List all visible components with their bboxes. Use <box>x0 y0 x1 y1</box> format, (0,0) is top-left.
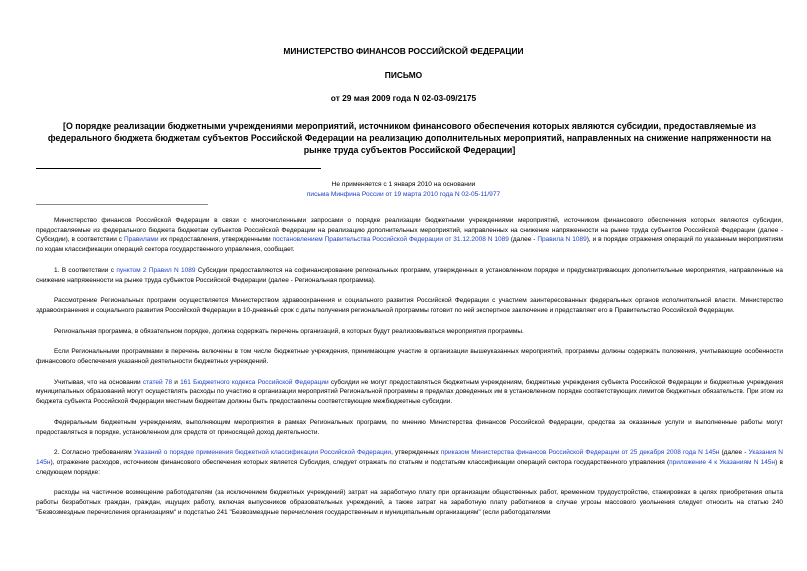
divider-note <box>36 204 208 205</box>
paragraph-7: Федеральным бюджетным учреждениям, выполняющим мероприятия в рамках Региональных программ, по мнению Министерства финансов Российской Федерации, средства за оказанные услуги и выполненные работы могут предоставляться в порядке, установленном для средств от приносящей доход деятельности. <box>36 418 783 436</box>
paragraph-4: Региональная программа, в обязательном порядке, должна содержать перечень организаций, в которых будут реализовываться мероприятия программы. <box>54 327 524 335</box>
paragraph-3: Рассмотрение Региональных программ осуществляется Министерством здравоохранения и социального развития Российской Федерации с участием заинтересованных федеральных органов исполнительной власти. Министерство здравоохранения и социального развития Российской Федерации в 10-дневный срок с даты получения региональной программы готовит по ней экспертное заключение и представляет его в Правительство Российской Федерации. <box>36 297 783 314</box>
status-note <box>0 180 807 200</box>
link-instructions-145n[interactable]: Указания N 145н <box>36 449 784 466</box>
link-government-decree[interactable]: постановлением Правительства Российской Федерации от 31.12.2008 N 1089 <box>272 236 509 244</box>
paragraph-1: Министерство финансов Российской Федерации в связи с многочисленными запросами о порядке реализации бюджетными учреждениями мероприятий, источником финансового обеспечения которых являются субсидии, предоставляемые из федерального бюджета бюджетам субъектов Российской Федерации на реализацию дополнительных мероприятий, направленных на снижение напряженности на рынке труда субъектов Российской Федерации (далее - Субсидии), в соответствии с Правилами их предоставления, утвержденными постановлением Правительства Российской Федерации от 31.12.2008 N 1089 (далее - Правила N 1089), и в порядке отражения операций по указанным мероприятиям по кодам классификации операций сектора государственного управления, сообщает. <box>36 217 783 254</box>
status-note-text: Не применяется с 1 января 2010 на основании <box>331 181 476 188</box>
link-classification-instructions[interactable]: Указаний о порядке применения бюджетной классификации Российской Федерации <box>133 449 392 457</box>
divider-top <box>36 168 321 169</box>
link-rules-item-2[interactable]: пунктом 2 Правил N 1089 <box>116 266 196 274</box>
status-note-link[interactable]: письма Минфина России от 19 марта 2010 года N 02-05-11/977 <box>306 191 501 198</box>
paragraph-9: расходы на частичное возмещение работодателям (за исключением бюджетных учреждений) затрат на заработную плату при организации общественных работ, временном трудоустройстве, стажировках в целях приобретения опыта работы безработных граждан, граждан, ищущих работу, включая выпускников образовательных учреждений, а также затрат на заработную плату работников в случае угрозы массового увольнения следует относить на статью 240 "Безвозмездные перечисления организациям" и подстатью 241 "Безвозмездные перечисления государственным и муниципальным организациям" (если работодателями <box>36 489 783 516</box>
doc-type-heading: ПИСЬМО <box>384 70 423 80</box>
document-topic: [О порядке реализации бюджетными учреждениями мероприятий, источником финансового обеспечения которых являются субсидии, предоставляемые из федерального бюджета бюджетам субъектов Российской Федерации на реализацию дополнительных мероприятий, направленных на снижение напряженности на рынке труда субъектов Российской Федерации] <box>47 121 772 155</box>
link-budget-code[interactable]: 161 Бюджетного кодекса Российской Федерации <box>180 378 329 386</box>
paragraph-8: 2. Согласно требованиям Указаний о порядке применения бюджетной классификации Российской Федерации, утвержденных приказом Министерства финансов Российской Федерации от 25 декабря 2008 года N 145н (далее - Указания N 145н), отражение расходов, источником финансового обеспечения которых является Субсидия, следует отражать по статьям и подстатьям классификации операций сектора государственного управления (приложение 4 к Указаниям N 145н) в следующем порядке: <box>36 449 784 476</box>
link-article-78[interactable]: статей 78 <box>142 378 173 386</box>
ministry-heading: МИНИСТЕРСТВО ФИНАНСОВ РОССИЙСКОЙ ФЕДЕРАЦИИ <box>283 46 524 56</box>
paragraph-5: Если Региональными программами в перечень включены в том числе бюджетные учреждения, принимающие участие в организации вышеуказанных мероприятий, программы должны содержать положения, учитывающие особенности финансового обеспечения указанной деятельности бюджетных учреждений. <box>36 348 783 366</box>
document-body <box>36 216 783 528</box>
link-rules-1089[interactable]: Правила N 1089 <box>537 236 587 244</box>
date-number-heading: от 29 мая 2009 года N 02-03-09/2175 <box>330 93 477 103</box>
paragraph-6: Учитывая, что на основании статей 78 и 161 Бюджетного кодекса Российской Федерации субсидии не могут предоставляться бюджетным учреждениям, бюджетные учреждения субъекта Российской Федерации и бюджетные учреждения муниципальных образований могут осуществлять расходы по участию в организации мероприятий Региональной программы в пределах доведенных им в установленном порядке соответствующих лимитов бюджетных обязательств. При этом из бюджета субъекта Российской Федерации местным бюджетам должны быть предоставлены соответствующие межбюджетные субсидии. <box>36 378 784 406</box>
paragraph-2: 1. В соответствии с пунктом 2 Правил N 1089 Субсидии предоставляются на софинансирование региональных программ, утвержденных в установленном порядке и предусматривающих дополнительные мероприятия, направленные на снижение напряженности на рынке труда субъектов Российской Федерации (далее - Региональная программа). <box>36 266 783 284</box>
link-appendix-4[interactable]: приложение 4 к Указаниям N 145н <box>669 458 776 466</box>
link-finance-order[interactable]: приказом Министерства финансов Российской Федерации от 25 декабря 2008 года N 145н <box>440 449 720 457</box>
link-rules[interactable]: Правилами <box>123 236 159 244</box>
